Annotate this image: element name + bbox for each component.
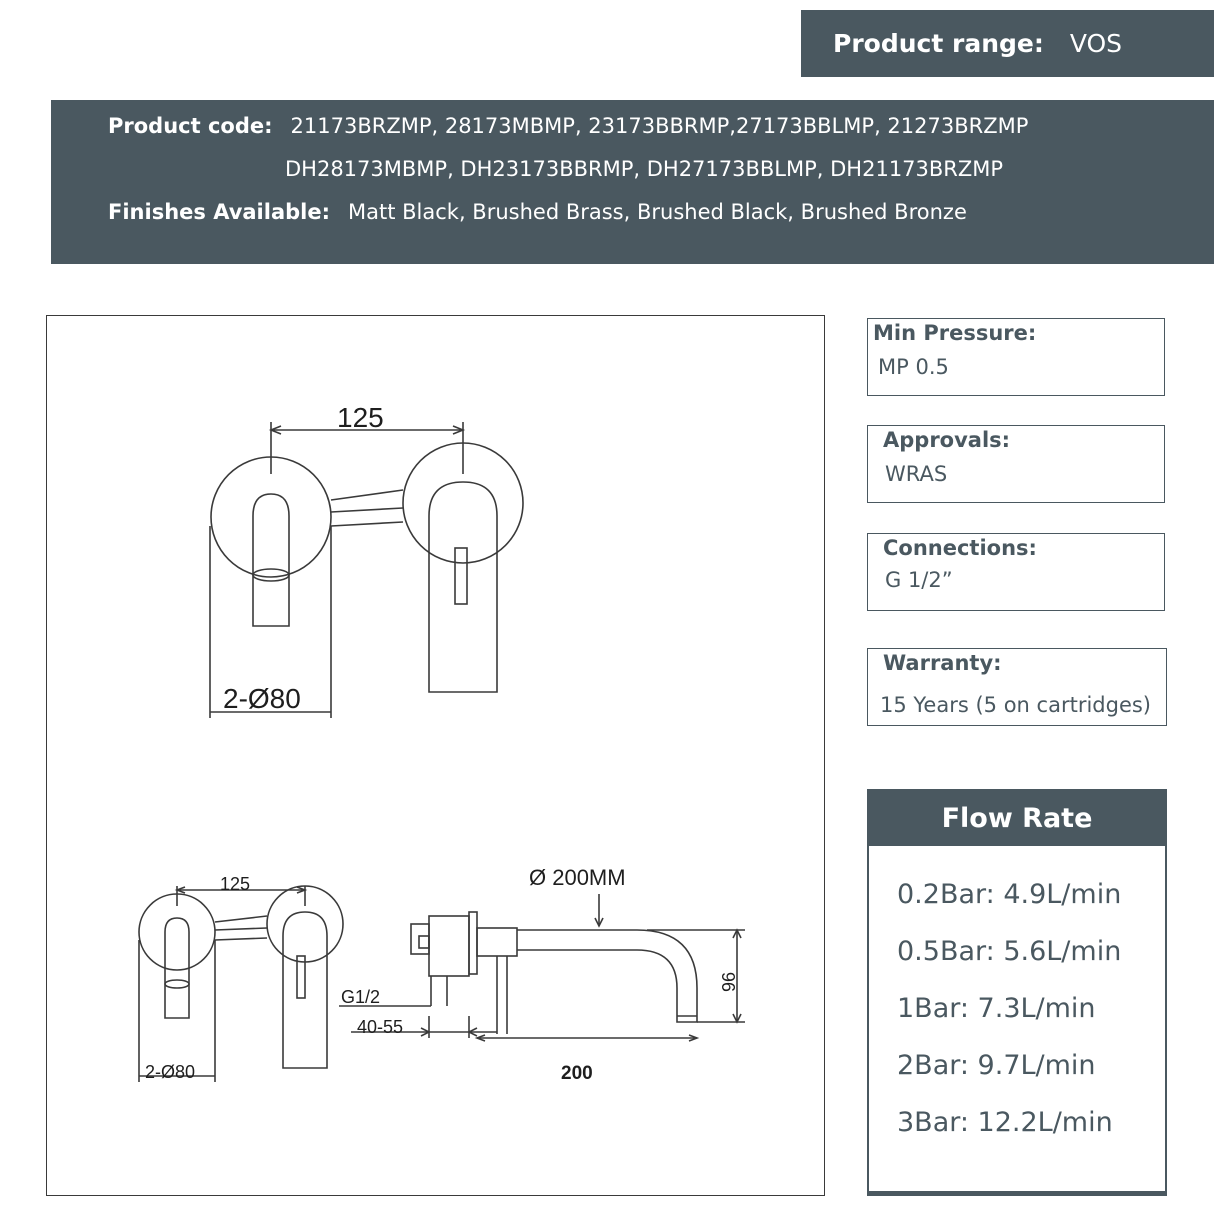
- flow-rate-item: 2Bar: 9.7L/min: [897, 1050, 1096, 1081]
- spout-length-label: 200: [561, 1063, 593, 1084]
- top-spacing-label: 125: [337, 402, 384, 433]
- connections-value: G 1/2”: [885, 568, 953, 592]
- finishes-value: Matt Black, Brushed Brass, Brushed Black, Brushed Bronze: [348, 200, 967, 224]
- approvals-title: Approvals:: [883, 428, 1011, 452]
- flow-rate-title: Flow Rate: [869, 791, 1165, 846]
- wall-depth-label: 40-55: [357, 1017, 404, 1037]
- flow-rate-box: [867, 789, 1167, 1196]
- finishes-label: Finishes Available:: [108, 200, 330, 224]
- product-range-value: VOS: [1069, 29, 1123, 58]
- warranty-value: 15 Years (5 on cartridges): [880, 693, 1152, 717]
- thread-label: G1/2: [341, 987, 381, 1007]
- product-code-banner: [51, 100, 1214, 264]
- product-code-line1: 21173BRZMP, 28173MBMP, 23173BBRMP,27173BBLMP, 21273BRZMP: [290, 114, 1029, 138]
- top-handle: [429, 482, 497, 692]
- product-range-banner: [801, 10, 1214, 77]
- min-pressure-title: Min Pressure:: [873, 321, 1037, 345]
- product-code-label: Product code:: [108, 114, 273, 138]
- top-diameter-label: 2-Ø80: [223, 683, 301, 714]
- flow-rate-item: 3Bar: 12.2L/min: [897, 1107, 1113, 1138]
- flow-rate-item: 0.2Bar: 4.9L/min: [897, 879, 1122, 910]
- warranty-box: [867, 648, 1167, 726]
- product-code-line2: DH28173MBMP, DH23173BBRMP, DH27173BBLMP, DH21173BRZMP: [285, 157, 1004, 181]
- approvals-value: WRAS: [885, 462, 948, 486]
- connections-title: Connections:: [883, 536, 1037, 560]
- flow-rate-item: 0.5Bar: 5.6L/min: [897, 936, 1122, 967]
- finishes-row: [108, 200, 967, 224]
- flow-rate-item: 1Bar: 7.3L/min: [897, 993, 1096, 1024]
- technical-drawing: [46, 315, 825, 1196]
- bottom-diameter-label: 2-Ø80: [145, 1062, 196, 1082]
- product-range-label: Product range:: [833, 29, 1044, 58]
- min-pressure-value: MP 0.5: [878, 355, 949, 379]
- technical-drawing-svg: [47, 316, 826, 1197]
- warranty-title: Warranty:: [883, 651, 1002, 675]
- top-spout: [253, 494, 289, 626]
- side-spout: [517, 930, 697, 1022]
- approvals-box: [867, 425, 1165, 503]
- spout-diameter-label: Ø 200MM: [529, 865, 626, 890]
- product-code-row: [108, 114, 1028, 138]
- connections-box: [867, 533, 1165, 611]
- min-pressure-box: [867, 318, 1165, 396]
- spout-height-label: 96: [719, 971, 739, 992]
- left-escutcheon: [211, 457, 331, 577]
- bottom-spacing-label: 125: [220, 874, 251, 894]
